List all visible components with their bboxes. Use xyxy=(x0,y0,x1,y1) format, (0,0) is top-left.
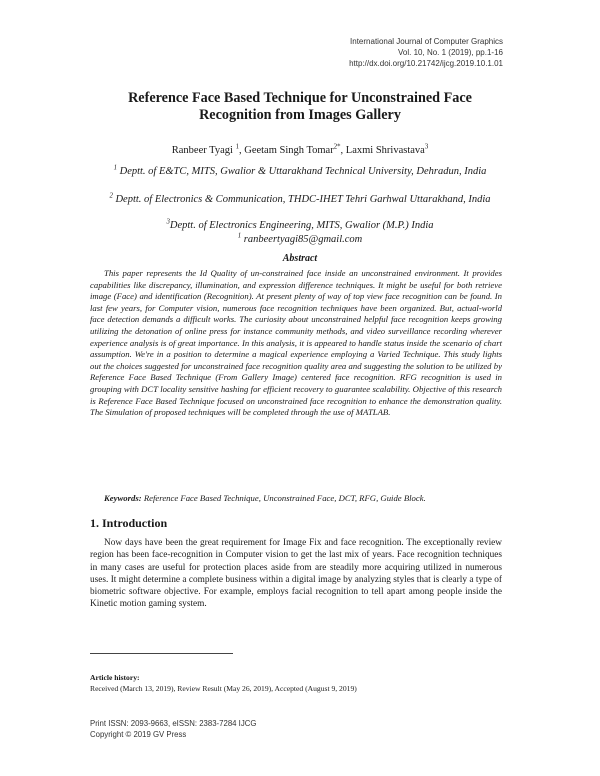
affiliation-mark: 1 xyxy=(113,164,117,172)
author-email xyxy=(90,233,510,247)
section-heading: 1. Introduction xyxy=(90,516,168,530)
journal-header xyxy=(349,36,503,69)
issn-line: Print ISSN: 2093-9663, eISSN: 2383-7284 IJCG xyxy=(90,719,257,728)
keywords xyxy=(104,493,504,503)
affiliation-text: Deptt. of E&TC, MITS, Gwalior & Uttarakhand Technical University, Dehradun, India xyxy=(119,166,487,177)
abstract-heading: Abstract xyxy=(282,253,318,264)
footnote-divider xyxy=(90,653,233,654)
journal-name: International Journal of Computer Graphics xyxy=(350,37,503,46)
journal-volume: Vol. 10, No. 1 (2019), pp.1-16 xyxy=(398,48,503,57)
keywords-text: Reference Face Based Technique, Unconstrained Face, DCT, RFG, Guide Block. xyxy=(143,493,426,503)
author-list: Ranbeer Tyagi $^1$, Geetam Singh Tomar$^{2*}$, Laxmi Shrivastava$^3$ xyxy=(171,143,429,156)
article-history-heading: Article history: xyxy=(90,673,140,682)
author-mark: 2* xyxy=(333,143,341,151)
affiliation-3 xyxy=(90,219,510,233)
affiliation-mark: 3 xyxy=(166,218,170,226)
page-footer xyxy=(90,719,256,740)
email-link[interactable]: ranbeertyagi85@gmail.com xyxy=(243,234,363,245)
author-mark: 3 xyxy=(424,143,429,151)
author-name: Geetam Singh Tomar xyxy=(244,145,334,156)
journal-doi-link[interactable]: http://dx.doi.org/10.21742/ijcg.2019.10.1.01 xyxy=(349,59,503,68)
affiliation-text: Deptt. of Electronics Engineering, MITS, Gwalior (M.P.) India xyxy=(169,220,434,231)
paper-title: Reference Face Based Technique for Unconstrained Face Recognition from Images Gallery xyxy=(128,90,472,123)
copyright-line: Copyright © 2019 GV Press xyxy=(90,729,187,739)
author-mark: 1 xyxy=(235,143,239,151)
affiliation-mark: 2 xyxy=(109,192,113,200)
author-name: Laxmi Shrivastava xyxy=(345,145,425,156)
affiliation-mark: 1 xyxy=(237,232,242,240)
affiliation-text: Deptt. of Electronics & Communication, THDC-IHET Tehri Garhwal Uttarakhand, India xyxy=(115,194,491,205)
article-history-text: Received (March 13, 2019), Review Result (May 26, 2019), Accepted (August 9, 2019) xyxy=(90,684,357,693)
affiliation-1 xyxy=(90,165,510,179)
introduction-text: Now days have been the great requirement for Image Fix and face recognition. The exceptionally review region has been face-recognition in Computer vision to get the last mix of years. Face recognition techniques in many cases are useful for protection places aside from are steadily more acquiring utilized in numerous uses. It might determine a complete business within a digital image by analyzing styles that is clearly a type of biometric software objective. For example, employs facial recognition to tell apart among people inside the Kinetic motion gaming system. xyxy=(90,538,502,610)
abstract-text: This paper represents the Id Quality of un-constrained face inside an unconstrained environment. It provides capabilities like discrepancy, illumination, and expression difference techniques. It might be useful for both retrieve image (Face) and identification (Recognition). At present plenty of way of top view face recognition can be found. In last few years, for Computer vision, numerous face recognition techniques have been organized. But, actual-world face detection demands a difficult works. The curiosity about unconstrained helpful face recognition keeps growing utilizing the detonation of online press for instance community methods, and video surveillance recording wherever experience analysis is of great importance. In this analysis, it is appeared to handle status inside the scenario of chart assumption. We're in a position to determine a magical experience employing a Varied Technique. This study lights out the choices suggested for unconstrained face recognition quality area and suggesting the solution to be utilized by Reference Face Based Technique (From Gallery Image) centered face recognition. RFG recognition is used in grouping with DCT locality sensitive hashing for efficient recovery to guarantee scalability. Objective of this research is Reference Face Based Technique focused on unconstrained face recognition to enhance the demonstration quality. The Simulation of proposed techniques will be completed through the use of MATLAB. xyxy=(90,268,502,418)
keywords-label: Keywords: xyxy=(104,493,142,503)
author-name: Ranbeer Tyagi xyxy=(171,145,233,156)
affiliation-2 xyxy=(90,193,510,207)
